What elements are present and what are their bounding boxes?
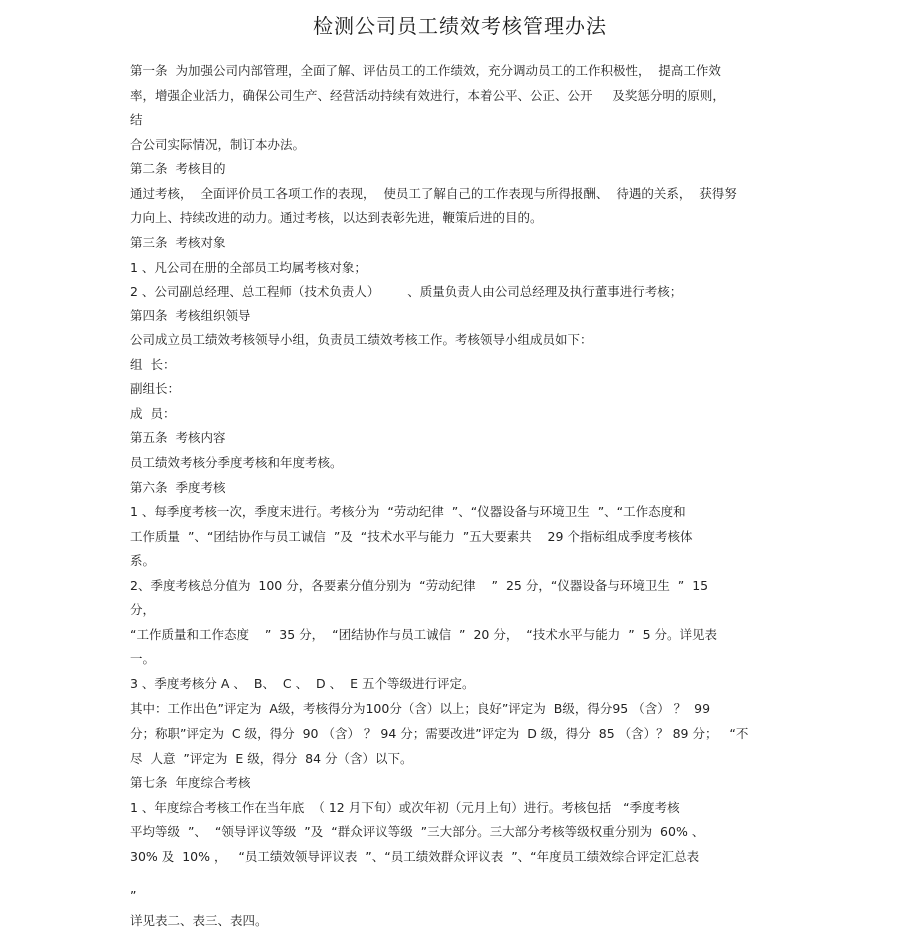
- text-line: 第一条 为加强公司内部管理，全面了解、评估员工的工作绩效，充分调动员工的工作积极性， 提高工作效: [130, 63, 721, 78]
- text-line: 第五条 考核内容: [130, 430, 226, 445]
- text-line: 1 、年度综合考核工作在当年底 （ 12 月下旬）或次年初（元月上旬）进行。考核包括 “季度考核: [130, 800, 680, 815]
- text-line: 公司成立员工绩效考核领导小组，负责员工绩效考核工作。考核领导小组成员如下：: [130, 332, 593, 347]
- text-line: 第七条 年度综合考核: [130, 775, 251, 790]
- text-line: 力向上、持续改进的动力。通过考核，以达到表彰先进，鞭策后进的目的。: [130, 210, 543, 225]
- text-line: 率，增强企业活力，确保公司生产、经营活动持续有效进行，本着公平、公正、公开 及奖惩分明的原则，: [130, 88, 725, 103]
- text-line: 组 长：: [130, 357, 176, 372]
- text-line: 系。: [130, 553, 156, 568]
- text-line: 其中：工作出色”评定为 A级，考核得分为100分（含）以上；良好”评定为 B级，得分95 （含） ？ 99: [130, 701, 711, 716]
- text-line: 详见表二、表三、表四。: [130, 913, 268, 928]
- text-line: 第二条 考核目的: [130, 161, 226, 176]
- text-line: 员工绩效考核分季度考核和年度考核。: [130, 455, 343, 470]
- text-line: 1 、每季度考核一次，季度末进行。考核分为 “劳动纪律 ”、“仪器设备与环境卫生 ”、“工作态度和: [130, 504, 686, 519]
- text-line: 通过考核， 全面评价员工各项工作的表现， 使员工了解自己的工作表现与所得报酬、 待遇的关系， 获得努: [130, 186, 737, 201]
- text-line: 工作质量 ”、“团结协作与员工诚信 ”及 “技术水平与能力 ”五大要素共 29 个指标组成季度考核体: [130, 529, 693, 544]
- text-line: 30% 及 10% ， “员工绩效领导评议表 ”、“员工绩效群众评议表 ”、“年度员工绩效综合评定汇总表: [130, 849, 700, 864]
- text-line: 3 、季度考核分 A 、 B、 C 、 D 、 E 五个等级进行评定。: [130, 676, 475, 691]
- text-line: 合公司实际情况，制订本办法。: [130, 137, 306, 152]
- text-line: ”: [130, 888, 137, 903]
- text-line: 结: [130, 112, 143, 127]
- text-line: 2 、公司副总经理、总工程师（技术负责人） 、质量负责人由公司总经理及执行董事进行考核；: [130, 284, 683, 299]
- text-line: 2、季度考核总分值为 100 分，各要素分值分别为 “劳动纪律 ” 25 分，“仪器设备与环境卫生 ” 15: [130, 578, 709, 593]
- text-line: 一。: [130, 651, 156, 666]
- text-line: 第三条 考核对象: [130, 235, 226, 250]
- text-line: 1 、凡公司在册的全部员工均属考核对象；: [130, 260, 367, 275]
- document-title: 检测公司员工绩效考核管理办法: [313, 14, 607, 38]
- text-line: “工作质量和工作态度 ” 35 分， “团结协作与员工诚信 ” 20 分， “技术水平与能力 ” 5 分。详见表: [130, 627, 718, 642]
- text-line: 分；称职”评定为 C 级，得分 90 （含） ？ 94 分；需要改进”评定为 D 级，得分 85 （含）？ 89 分； “不: [130, 726, 749, 741]
- text-line: 副组长：: [130, 381, 181, 396]
- text-line: 第六条 季度考核: [130, 480, 226, 495]
- text-line: 尽 人意 ”评定为 E 级，得分 84 分（含）以下。: [130, 751, 413, 766]
- text-line: 成 员：: [130, 406, 176, 421]
- text-line: 第四条 考核组织领导: [130, 308, 251, 323]
- text-line: 分，: [130, 602, 156, 617]
- text-line: 平均等级 ”、 “领导评议等级 ”及 “群众评议等级 ”三大部分。三大部分考核等级权重分别为 60% 、: [130, 824, 705, 839]
